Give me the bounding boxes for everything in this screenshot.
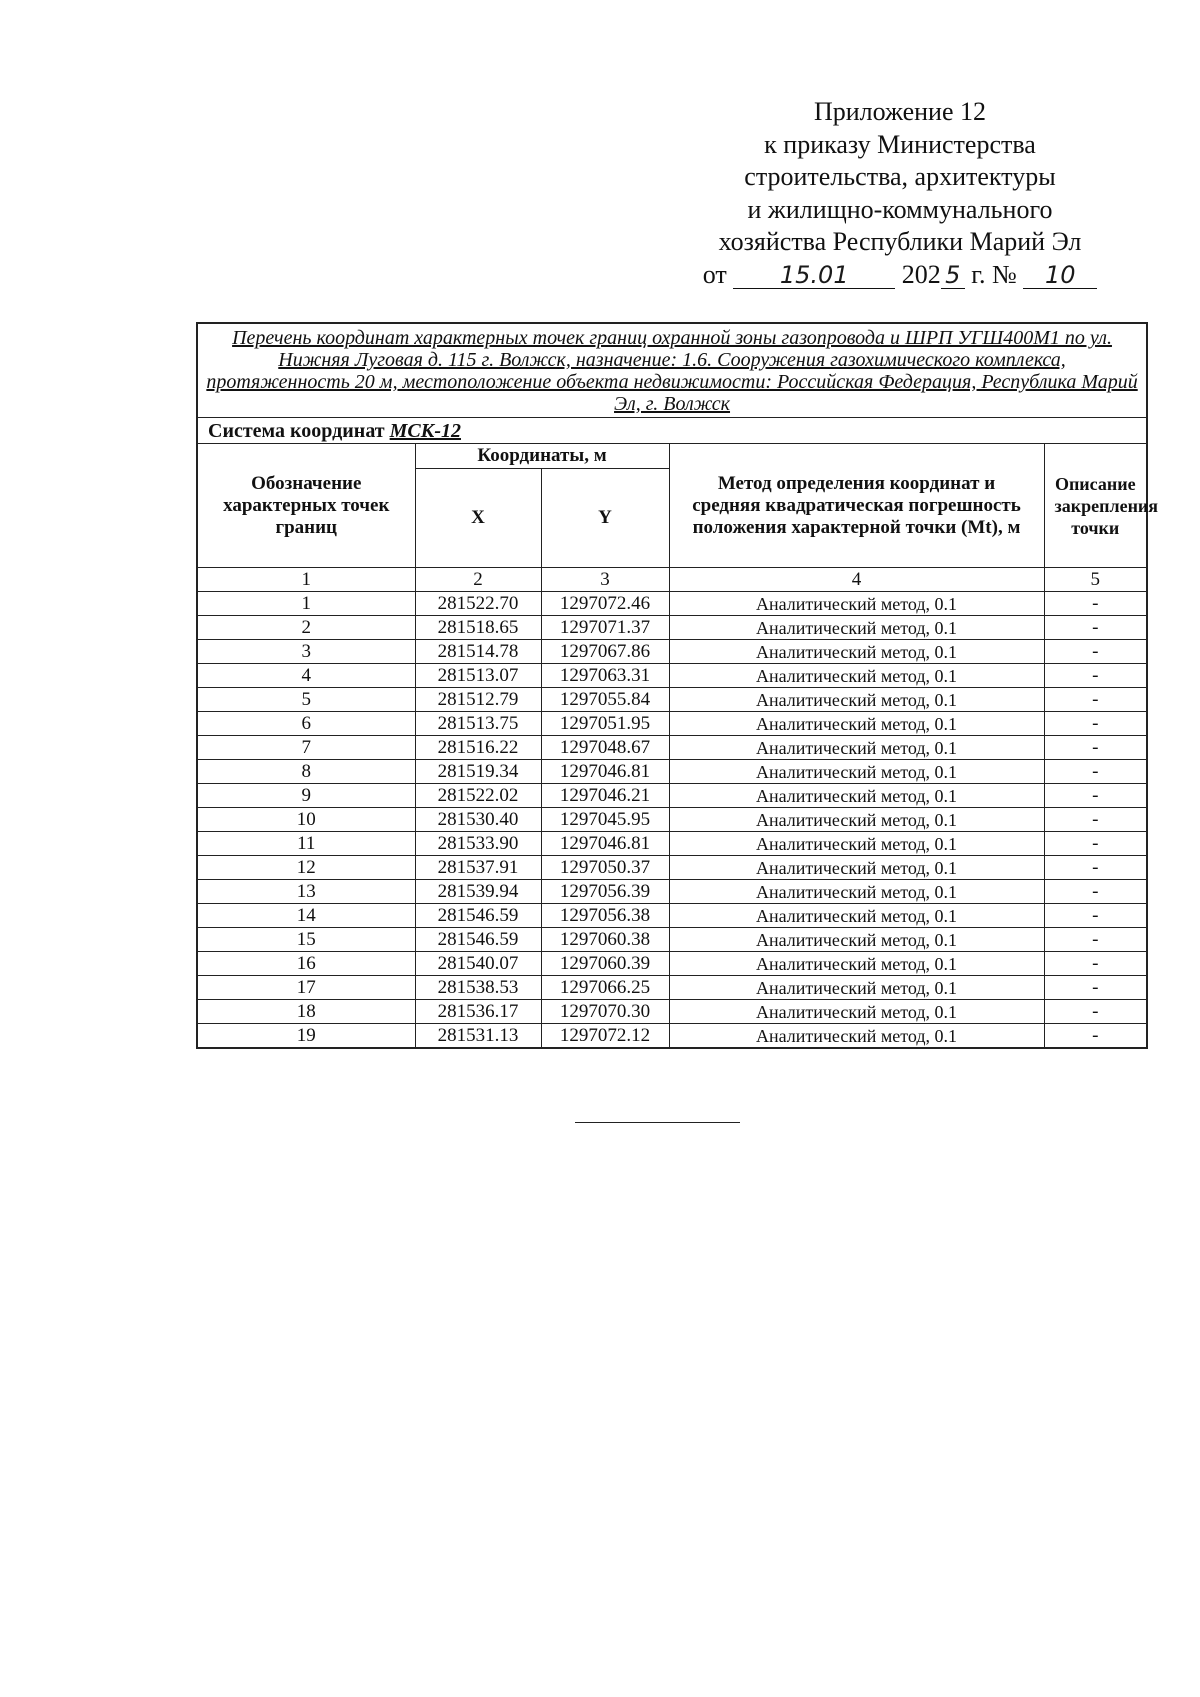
- table-row: [197, 1024, 1147, 1049]
- table-row: [197, 760, 1147, 784]
- description-cell: -: [1044, 592, 1147, 616]
- x-cell: 281519.34: [415, 760, 541, 784]
- y-cell: 1297048.67: [541, 736, 669, 760]
- description-cell: -: [1044, 664, 1147, 688]
- y-cell: 1297071.37: [541, 616, 669, 640]
- method-cell: Аналитический метод, 0.1: [669, 616, 1044, 640]
- header-y: Y: [541, 469, 669, 568]
- handwritten-date: 15.01: [733, 262, 895, 289]
- point-id-cell: 7: [197, 736, 415, 760]
- point-id-cell: 19: [197, 1024, 415, 1049]
- header-line: и жилищно-коммунального: [747, 194, 1053, 224]
- point-id-cell: 9: [197, 784, 415, 808]
- coordinates-table: [196, 322, 1159, 1049]
- x-cell: 281516.22: [415, 736, 541, 760]
- order-date-line: [690, 259, 1110, 292]
- table-row: [197, 976, 1147, 1000]
- description-cell: -: [1044, 640, 1147, 664]
- appendix-header: [690, 96, 1110, 291]
- point-id-cell: 1: [197, 592, 415, 616]
- column-number: 2: [415, 568, 541, 592]
- point-id-cell: 10: [197, 808, 415, 832]
- description-cell: -: [1044, 712, 1147, 736]
- method-cell: Аналитический метод, 0.1: [669, 1024, 1044, 1049]
- x-cell: 281513.75: [415, 712, 541, 736]
- y-cell: 1297051.95: [541, 712, 669, 736]
- description-cell: -: [1044, 832, 1147, 856]
- description-cell: -: [1044, 688, 1147, 712]
- y-cell: 1297056.39: [541, 880, 669, 904]
- table-row: [197, 616, 1147, 640]
- x-cell: 281538.53: [415, 976, 541, 1000]
- method-cell: Аналитический метод, 0.1: [669, 1000, 1044, 1024]
- method-cell: Аналитический метод, 0.1: [669, 688, 1044, 712]
- method-cell: Аналитический метод, 0.1: [669, 928, 1044, 952]
- date-prefix: от: [702, 259, 727, 289]
- description-cell: -: [1044, 760, 1147, 784]
- method-cell: Аналитический метод, 0.1: [669, 712, 1044, 736]
- table-row: [197, 808, 1147, 832]
- point-id-cell: 11: [197, 832, 415, 856]
- x-cell: 281533.90: [415, 832, 541, 856]
- y-cell: 1297072.46: [541, 592, 669, 616]
- point-id-cell: 12: [197, 856, 415, 880]
- column-number: 4: [669, 568, 1044, 592]
- y-cell: 1297060.38: [541, 928, 669, 952]
- table-row: [197, 592, 1147, 616]
- description-cell: -: [1044, 784, 1147, 808]
- method-cell: Аналитический метод, 0.1: [669, 976, 1044, 1000]
- table-title: Перечень координат характерных точек границ охранной зоны газопровода и ШРП УГШ400М1 по ул. Нижняя Луговая д. 115 г. Волжск, назначение: 1.6. Сооружения газохимического комплекса, протяженность 20 м, местоположение объекта недвижимости: Российская Федерация, Республика Марий Эл, г. Волжск: [197, 323, 1147, 418]
- y-cell: 1297067.86: [541, 640, 669, 664]
- y-cell: 1297060.39: [541, 952, 669, 976]
- header-line: к приказу Министерства: [764, 129, 1036, 159]
- y-cell: 1297070.30: [541, 1000, 669, 1024]
- y-cell: 1297066.25: [541, 976, 669, 1000]
- description-cell: -: [1044, 952, 1147, 976]
- table-row: [197, 736, 1147, 760]
- description-cell: -: [1044, 1024, 1147, 1049]
- header-line: строительства, архитектуры: [744, 162, 1056, 191]
- table-row: [197, 880, 1147, 904]
- header-line: хозяйства Республики Марий Эл: [718, 227, 1082, 256]
- header-x: X: [415, 469, 541, 568]
- header-point: Обозначение характерных точек границ: [197, 444, 415, 568]
- method-cell: Аналитический метод, 0.1: [669, 760, 1044, 784]
- table-row: [197, 712, 1147, 736]
- end-rule: [575, 1122, 740, 1123]
- x-cell: 281512.79: [415, 688, 541, 712]
- table-row: [197, 688, 1147, 712]
- table-row: [197, 1000, 1147, 1024]
- method-cell: Аналитический метод, 0.1: [669, 640, 1044, 664]
- method-cell: Аналитический метод, 0.1: [669, 952, 1044, 976]
- x-cell: 281513.07: [415, 664, 541, 688]
- x-cell: 281522.70: [415, 592, 541, 616]
- x-cell: 281537.91: [415, 856, 541, 880]
- description-cell: -: [1044, 904, 1147, 928]
- x-cell: 281522.02: [415, 784, 541, 808]
- y-cell: 1297050.37: [541, 856, 669, 880]
- description-cell: -: [1044, 1000, 1147, 1024]
- x-cell: 281540.07: [415, 952, 541, 976]
- y-cell: 1297046.81: [541, 760, 669, 784]
- coordinate-system: [197, 418, 1147, 444]
- point-id-cell: 4: [197, 664, 415, 688]
- method-cell: Аналитический метод, 0.1: [669, 880, 1044, 904]
- y-cell: 1297046.81: [541, 832, 669, 856]
- description-cell: -: [1044, 736, 1147, 760]
- table-row: [197, 928, 1147, 952]
- method-cell: Аналитический метод, 0.1: [669, 808, 1044, 832]
- number-label: г. №: [971, 259, 1017, 289]
- method-cell: Аналитический метод, 0.1: [669, 832, 1044, 856]
- x-cell: 281536.17: [415, 1000, 541, 1024]
- method-cell: Аналитический метод, 0.1: [669, 736, 1044, 760]
- coordinate-system-value: МСК-12: [389, 419, 461, 442]
- method-cell: Аналитический метод, 0.1: [669, 592, 1044, 616]
- point-id-cell: 6: [197, 712, 415, 736]
- x-cell: 281531.13: [415, 1024, 541, 1049]
- handwritten-year-digit: 5: [941, 262, 965, 289]
- table-row: [197, 856, 1147, 880]
- table-row: [197, 952, 1147, 976]
- x-cell: 281546.59: [415, 904, 541, 928]
- handwritten-order-number: 10: [1023, 262, 1097, 289]
- description-cell: -: [1044, 808, 1147, 832]
- table-row: [197, 664, 1147, 688]
- header-description: Описание закрепления точки: [1044, 444, 1147, 568]
- y-cell: 1297063.31: [541, 664, 669, 688]
- point-id-cell: 14: [197, 904, 415, 928]
- column-number: 3: [541, 568, 669, 592]
- header-method: Метод определения координат и средняя квадратическая погрешность положения характерной точки (Mt), м: [669, 444, 1044, 568]
- point-id-cell: 16: [197, 952, 415, 976]
- y-cell: 1297046.21: [541, 784, 669, 808]
- y-cell: 1297045.95: [541, 808, 669, 832]
- point-id-cell: 15: [197, 928, 415, 952]
- table-row: [197, 832, 1147, 856]
- column-number: 1: [197, 568, 415, 592]
- point-id-cell: 18: [197, 1000, 415, 1024]
- y-cell: 1297055.84: [541, 688, 669, 712]
- x-cell: 281518.65: [415, 616, 541, 640]
- x-cell: 281539.94: [415, 880, 541, 904]
- y-cell: 1297072.12: [541, 1024, 669, 1049]
- point-id-cell: 2: [197, 616, 415, 640]
- table-row: [197, 904, 1147, 928]
- point-id-cell: 17: [197, 976, 415, 1000]
- method-cell: Аналитический метод, 0.1: [669, 784, 1044, 808]
- description-cell: -: [1044, 976, 1147, 1000]
- description-cell: -: [1044, 880, 1147, 904]
- point-id-cell: 8: [197, 760, 415, 784]
- x-cell: 281514.78: [415, 640, 541, 664]
- coordinate-system-label: Система координат: [208, 419, 385, 442]
- x-cell: 281530.40: [415, 808, 541, 832]
- table-row: [197, 640, 1147, 664]
- point-id-cell: 13: [197, 880, 415, 904]
- method-cell: Аналитический метод, 0.1: [669, 664, 1044, 688]
- method-cell: Аналитический метод, 0.1: [669, 856, 1044, 880]
- method-cell: Аналитический метод, 0.1: [669, 904, 1044, 928]
- point-id-cell: 5: [197, 688, 415, 712]
- y-cell: 1297056.38: [541, 904, 669, 928]
- x-cell: 281546.59: [415, 928, 541, 952]
- description-cell: -: [1044, 928, 1147, 952]
- header-line: Приложение 12: [813, 97, 987, 126]
- description-cell: -: [1044, 616, 1147, 640]
- point-id-cell: 3: [197, 640, 415, 664]
- description-cell: -: [1044, 856, 1147, 880]
- year-prefix: 202: [901, 259, 941, 289]
- table-row: [197, 784, 1147, 808]
- header-coordinates: Координаты, м: [415, 444, 669, 469]
- column-number: 5: [1044, 568, 1147, 592]
